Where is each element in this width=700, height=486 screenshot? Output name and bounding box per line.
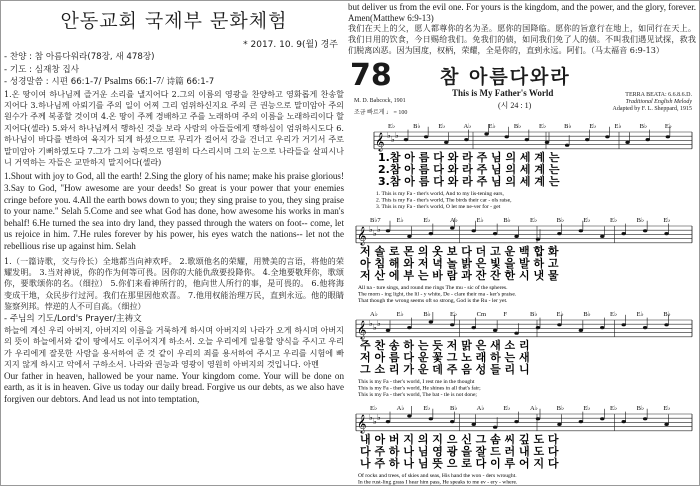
chord-symbol: B♭ bbox=[663, 311, 671, 318]
chord-symbol: E♭ bbox=[610, 405, 618, 412]
note-head bbox=[424, 135, 428, 138]
hymn-tempo: 조금 빠르게 ♩ = 100 bbox=[354, 110, 408, 116]
note-head bbox=[493, 426, 497, 429]
chord-symbol: A♭ bbox=[463, 123, 472, 130]
key-flat: ♭ bbox=[369, 319, 373, 328]
chord-symbol: B♭ bbox=[583, 311, 591, 318]
page-title: 안동교회 국제부 문화체험 bbox=[60, 10, 288, 32]
lyric-korean: 아 침 해 와 저 녁 놀 밝 은 빛 을 발 하 고 bbox=[360, 256, 559, 270]
note-head bbox=[429, 232, 433, 235]
note-head bbox=[536, 326, 540, 329]
chord-symbol: B♭ bbox=[556, 217, 565, 224]
note-head bbox=[605, 135, 609, 138]
lyric-english: This is my Fa - ther's world, The bat - tle is not done; bbox=[358, 391, 477, 398]
note-head bbox=[525, 138, 529, 141]
key-flat: ♭ bbox=[377, 413, 381, 422]
treble-clef: 𝄞 bbox=[357, 320, 367, 339]
hymn-reference: (시 24 : 1) bbox=[498, 101, 532, 110]
note-head bbox=[579, 329, 583, 332]
note-head bbox=[407, 414, 411, 417]
lyric-korean: 2.참 아 름 다 와 라 주 님 의 세 계 는 bbox=[378, 162, 560, 176]
note-head bbox=[386, 420, 390, 423]
lyric-english: This is my Fa - ther's world, He shines in all that's fair; bbox=[358, 385, 481, 392]
reading-cn: 诗篇 66:1-7 bbox=[166, 77, 215, 87]
chord-symbol: E♭ bbox=[583, 405, 591, 412]
lords-prayer-english-cont: but deliver us from the evil one. For yours is the kingdom, and the power, and the glory, forever. Amen(Matthew 6:9-13) bbox=[348, 2, 696, 23]
chord-symbol: E♭ bbox=[388, 123, 396, 130]
lords-prayer-heading: - 주님의 기도/Lord's Prayer/主祷文 bbox=[4, 313, 142, 324]
chord-symbol: E♭ bbox=[664, 123, 672, 130]
note-head bbox=[664, 423, 668, 426]
note-head bbox=[407, 326, 411, 329]
note-head bbox=[643, 229, 647, 232]
reading-line bbox=[4, 76, 344, 89]
chord-symbol: E♭ bbox=[396, 217, 404, 224]
event-date: * 2017. 10. 9(월) 경주 bbox=[243, 40, 338, 50]
lyric-english: Of rocks and trees, of skies and seas, His hand the won - ders wrought. bbox=[358, 472, 517, 479]
note-head bbox=[386, 229, 390, 232]
lyric-korean: 그 소 리 가 운 데 주 음 성 들 리 니 bbox=[360, 362, 530, 376]
chord-symbol: B♭ bbox=[636, 405, 645, 412]
chord-symbol: B♭ bbox=[413, 123, 421, 130]
prayer-line: - 기도 : 심재창 집사 bbox=[4, 64, 80, 75]
lyric-english: 3. This is my Fa - ther's world, O let me ne-ver for - get bbox=[376, 203, 501, 210]
lyric-korean: 내 아 버 지 의 지 으 신 그 솜 씨 깊 도 다 bbox=[360, 432, 559, 446]
note-head bbox=[407, 235, 411, 238]
reading-en: Psalms 66:1-7/ bbox=[104, 76, 167, 87]
note-head bbox=[565, 144, 569, 147]
chord-symbol: B♭ bbox=[564, 123, 572, 130]
chord-symbol: B♭ bbox=[513, 123, 522, 130]
note-head bbox=[622, 323, 626, 326]
chord-symbol: B♭ bbox=[423, 311, 431, 318]
note-head bbox=[505, 135, 509, 138]
note-head bbox=[646, 138, 650, 141]
chord-symbol: B♭ bbox=[530, 311, 538, 318]
chord-symbol: A♭ bbox=[370, 311, 378, 318]
note-head bbox=[514, 332, 518, 335]
chord-symbol: A♭ bbox=[530, 405, 538, 412]
hymn-title-korean: 참 아름다와라 bbox=[440, 66, 571, 88]
hymn-title-english: This is My Father's World bbox=[452, 88, 554, 98]
lyric-korean: 주 찬 송 하 는 듯 저 맑 은 새 소 리 bbox=[360, 338, 530, 352]
chord-symbol: F bbox=[503, 311, 507, 318]
lords-prayer-chinese: 我们在天上的父，愿人都尊你的名为圣。愿你的国降临。愿你的旨意行在地上，如同行在天上。我们日用的饮食，今日赐给我们。免我们的债，如同我们免了人的债。不叫我们遇见试探，救我们脱离凶恶。因为国度，权柄，荣耀，全是你的，直到永远。阿们。（马太福音 6:9-13） bbox=[348, 23, 696, 55]
chord-symbol: A♭ bbox=[396, 405, 405, 412]
lyric-korean: 저 산 에 부 는 바 람 과 잔 잔 한 시 냇 물 bbox=[360, 268, 559, 282]
note-head bbox=[622, 420, 626, 423]
note-head bbox=[585, 138, 589, 141]
left-column bbox=[4, 2, 344, 484]
note-head bbox=[493, 329, 497, 332]
note-head bbox=[450, 226, 454, 229]
lyric-english: The morn - ing light, the lil - y white, De - clare their ma - ker's praise. bbox=[358, 291, 517, 298]
hymn-number: 78 bbox=[350, 58, 392, 93]
note-head bbox=[514, 235, 518, 238]
chord-symbol: E♭ bbox=[438, 123, 446, 130]
lyric-english: In the rust-ling grass I hear him pass, He speaks to me ev - ery - where. bbox=[358, 479, 518, 486]
note-head bbox=[557, 232, 561, 235]
note-head bbox=[429, 417, 433, 420]
note-head bbox=[536, 238, 540, 241]
chord-symbol: B♭ bbox=[639, 123, 648, 130]
chord-symbol: Cm bbox=[476, 311, 487, 318]
chord-symbol: E♭ bbox=[663, 217, 671, 224]
note-head bbox=[484, 132, 488, 135]
note-head bbox=[579, 229, 583, 232]
chord-symbol: E♭ bbox=[589, 123, 597, 130]
chord-symbol: E♭ bbox=[583, 217, 591, 224]
hymn-line: - 찬양 : 참 아름다워라(78장, 새 478장) bbox=[4, 52, 155, 62]
lyric-english: This is my Fa - ther's world, I rest me in the thought bbox=[358, 378, 475, 385]
chord-symbol: E♭ bbox=[556, 311, 564, 318]
chord-symbol: E♭ bbox=[450, 311, 458, 318]
note-head bbox=[386, 329, 390, 332]
note-head bbox=[450, 420, 454, 423]
chord-symbol: E♭ bbox=[530, 217, 538, 224]
note-head bbox=[464, 138, 468, 141]
chord-symbol: A♭ bbox=[450, 217, 458, 224]
lords-prayer-korean: 하늘에 계신 우리 아버지, 아버지의 이름을 거룩하게 하시며 아버지의 나라가 오게 하시며 아버지의 뜻이 하늘에서와 같이 땅에서도 이루어지게 하소서. 오늘 우리에게 일용할 양식을 주시고 우리가 우리에게 잘못한 사람을 용서하여 준 것 같이 우리의 죄를 용서하여 주시고 우리를 시험에 빠지지 않게 하시고 악에서 구하소서. 나라와 권능과 영광이 영원히 아버지의 것입니다. 아멘 bbox=[4, 325, 344, 370]
chord-symbol: E♭ bbox=[423, 217, 431, 224]
chord-symbol: E♭ bbox=[610, 311, 618, 318]
chord-symbol: E♭ bbox=[370, 405, 378, 412]
lyric-english: 1. This is my Fa - ther's world, And to my lis-tening ears, bbox=[376, 190, 504, 197]
note-head bbox=[450, 323, 454, 326]
chord-symbol: E♭ bbox=[488, 123, 496, 130]
note-head bbox=[664, 323, 668, 326]
key-flat: ♭ bbox=[377, 319, 381, 328]
note-head bbox=[600, 326, 604, 329]
note-head bbox=[514, 420, 518, 423]
note-head bbox=[664, 232, 668, 235]
hymn-adapted: Adapted by F. L. Sheppard, 1915 bbox=[612, 106, 692, 112]
note-head bbox=[579, 420, 583, 423]
chord-symbol: B♭ bbox=[556, 405, 565, 412]
chord-symbol: B♭7 bbox=[370, 217, 381, 224]
chord-symbol: B♭ bbox=[636, 217, 645, 224]
note-head bbox=[666, 135, 670, 138]
key-flat: ♭ bbox=[373, 323, 377, 332]
lyric-english: 2. This is my Fa - ther's world, The birds their car - ols raise, bbox=[376, 197, 512, 204]
note-head bbox=[493, 232, 497, 235]
lyric-korean: 1.참 아 름 다 와 라 주 님 의 세 계 는 bbox=[378, 150, 560, 164]
note-head bbox=[472, 326, 476, 329]
chord-symbol: E♭ bbox=[663, 405, 671, 412]
chord-symbol: B♭ bbox=[450, 405, 458, 412]
lyric-english: All na - ture sings, and round me rings The mu - sic of the spheres. bbox=[358, 284, 508, 291]
note-head bbox=[429, 320, 433, 323]
lyric-english: That though the wrong seems oft so strong, God is the Ru - ler yet. bbox=[358, 297, 508, 304]
note-head bbox=[643, 326, 647, 329]
note-head bbox=[600, 235, 604, 238]
note-head bbox=[444, 141, 448, 144]
treble-clef: 𝄞 bbox=[357, 226, 367, 245]
lords-prayer-english: Our father in heaven, hallowed be your name. Your kingdom come. Your will be done on earth, as it is in heaven. Give us today our daily bread. Forgive us our debts, as we also have forgiven our debtors. And lead us not into temptation, bbox=[4, 370, 344, 404]
key-flat: ♭ bbox=[373, 417, 377, 426]
chord-symbol: E♭ bbox=[539, 123, 547, 130]
note-head bbox=[622, 232, 626, 235]
key-flat: ♭ bbox=[373, 229, 377, 238]
chord-symbol: E♭ bbox=[636, 311, 644, 318]
lyric-korean: 다 주 하 나 님 영 광 을 잘 드 러 내 도 다 bbox=[360, 444, 559, 458]
note-head bbox=[600, 417, 604, 420]
hymn-tune-note: Traditional English Melody bbox=[625, 99, 692, 105]
psalm-chinese: 1.（一篇诗歌，交与伶长）全地都当向神欢呼。 2.歌颂他名的荣耀，用赞美的言语，将他的荣耀发明。 3.当对神说，你的作为何等可畏。因你的大能仇敌要投降你。 4.全地要敬拜你，歌颂你，要歌颂你的名。（细拉） 5.你们来看神所行的，他向世人所行的事，是可畏的。 6.他将海变成干地，众民步行过河。我们在那里因他欢喜。 7.他用权能治理万民，直到永远。他的眼睛鉴察列邦。悖逆的人不可自高。（细拉） bbox=[4, 255, 344, 312]
note-head bbox=[625, 141, 629, 144]
chord-symbol: A♭ bbox=[476, 405, 485, 412]
key-flat: ♭ bbox=[387, 131, 391, 140]
note-head bbox=[536, 417, 540, 420]
chord-symbol: E♭ bbox=[503, 405, 511, 412]
chord-symbol: E♭ bbox=[396, 311, 404, 318]
right-column bbox=[348, 2, 696, 484]
chord-symbol: B♭ bbox=[503, 217, 511, 224]
treble-clef: 𝄞 bbox=[357, 414, 367, 433]
treble-clef: 𝄞 bbox=[375, 132, 385, 151]
psalm-korean: 1.온 땅이여 하나님께 즐거운 소리를 낼지어다 2.그의 이름의 영광을 찬양하고 영화롭게 찬송할지어다 3.하나님께 아뢰기를 주의 일이 어찌 그리 엄위하신지요 주의 큰 권능으로 말미암아 주의 원수가 주께 복종할 것이며 4.온 땅이 주께 경배하고 주를 노래하며 주의 이름을 노래하리이다 할지어다(셀라) 5.와서 하나님께서 행하신 것을 보라 사람의 아들들에게 행하심이 엄위하시도다 6.하나님이 바다를 변하여 육지가 되게 하셨으므로 무리가 걸어서 강을 건너고 우리가 거기서 주로 말미암아 기뻐하였도다 7.그가 그의 능력으로 영원히 다스리시며 그의 눈으로 나라들을 살피시나니 거역하는 자들은 교만하지 말지어다(셀라) bbox=[4, 88, 344, 167]
note-head bbox=[557, 323, 561, 326]
key-flat: ♭ bbox=[369, 413, 373, 422]
reading-label: - 성경말씀 : 시편 66:1-7/ bbox=[4, 77, 105, 87]
note-head bbox=[472, 423, 476, 426]
key-flat: ♭ bbox=[369, 225, 373, 234]
note-head bbox=[557, 423, 561, 426]
chord-symbol: E♭ bbox=[476, 217, 484, 224]
lyric-korean: 저 솔 로 몬 의 옷 보 다 더 고 운 백 합 화 bbox=[360, 244, 559, 258]
chord-symbol: E♭ bbox=[614, 123, 622, 130]
hymn-composer: M. D. Babcock, 1901 bbox=[354, 98, 406, 104]
hymn-meter: TERRA BEATA: 6.6.8.6.D. bbox=[625, 92, 692, 98]
note-head bbox=[643, 417, 647, 420]
lyric-korean: 저 아 름 다 운 꽃 그 노 래 하 는 새 bbox=[360, 350, 530, 364]
key-flat: ♭ bbox=[377, 225, 381, 234]
lyric-korean: 나 주 하 나 님 뜻 으 로 다 이 루 어 지 다 bbox=[360, 456, 559, 470]
chord-symbol: E♭ bbox=[423, 405, 431, 412]
note-head bbox=[404, 138, 408, 141]
chord-symbol: E♭ bbox=[610, 217, 618, 224]
hymn-score bbox=[348, 120, 696, 486]
key-flat: ♭ bbox=[395, 131, 399, 140]
lyric-korean: 3.참 아 름 다 와 라 주 님 의 세 계 는 bbox=[378, 174, 560, 188]
key-flat: ♭ bbox=[391, 135, 395, 144]
psalm-english: 1.Shout with joy to God, all the earth! 2.Sing the glory of his name; make his praise glorious! 3.Say to God, "How awesome are your deeds! So great is your power that your enemies cringe before you. 4.All the earth bows down to you; they sing praise to you, they sing praise to your name." Selah 5.Come and see what God has done, how awesome his works in man's behalf! 6.He turned the sea into dry land, they passed through the waters on foot-- come, let us rejoice in him. 7.He rules forever by his power, his eyes watch the nations-- let not the rebellious rise up against him. Selah bbox=[4, 171, 344, 251]
note-head bbox=[545, 141, 549, 144]
note-head bbox=[472, 229, 476, 232]
